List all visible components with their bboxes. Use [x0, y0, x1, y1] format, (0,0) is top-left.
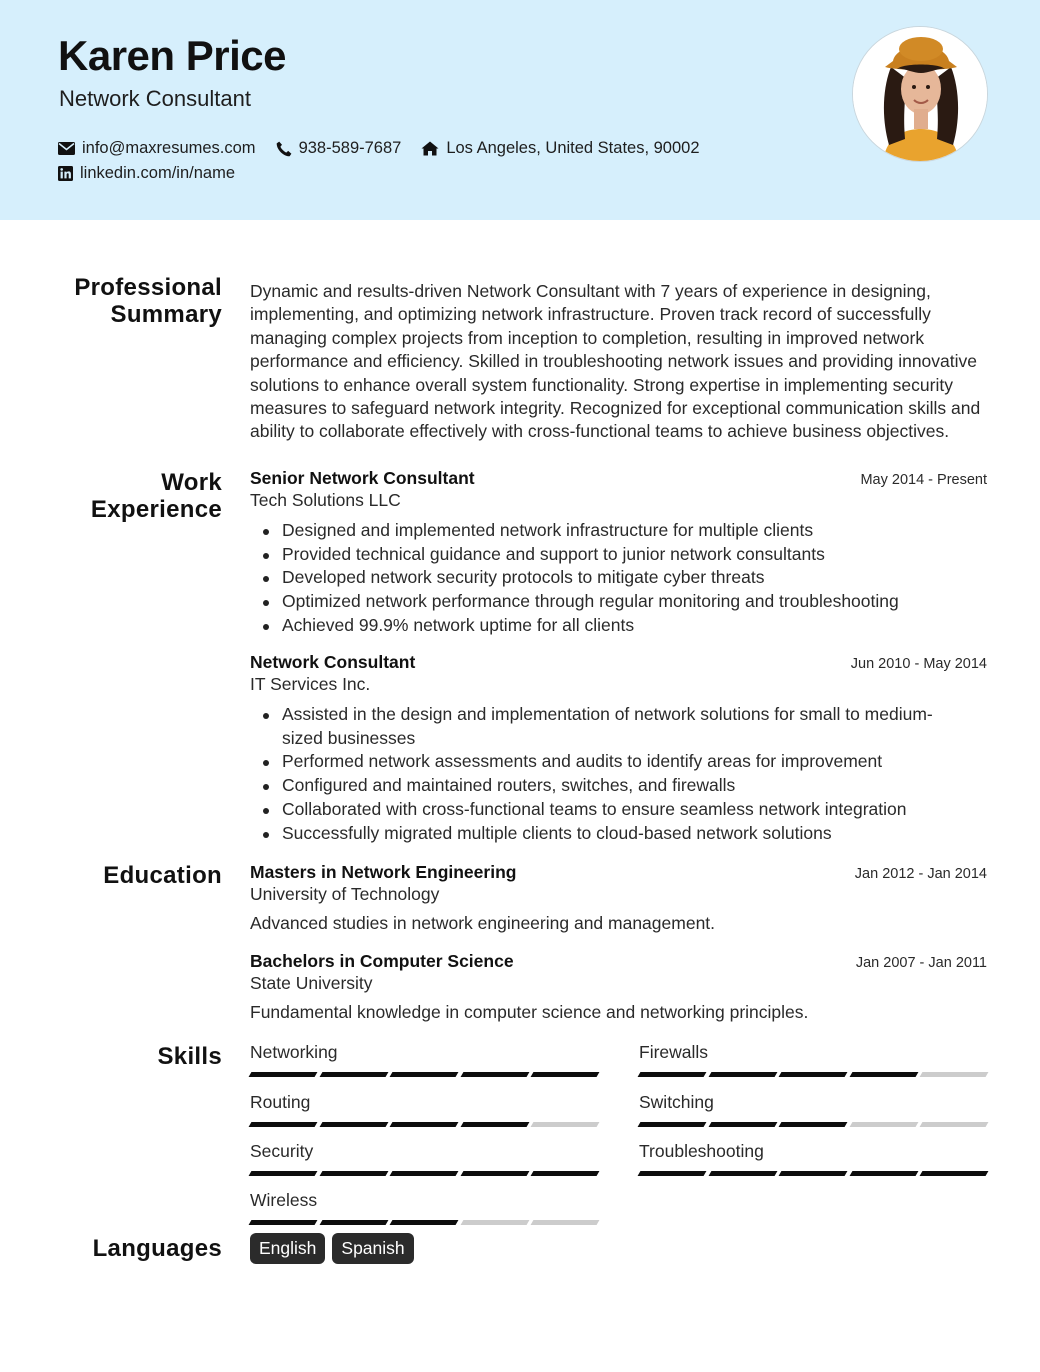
skill-segment-filled: [249, 1171, 318, 1176]
skill-segment-filled: [708, 1171, 777, 1176]
work-entry: [250, 652, 987, 845]
section-languages-label: Languages: [92, 1235, 222, 1262]
contact-email[interactable]: [58, 139, 256, 158]
skill-segment-empty: [460, 1220, 529, 1225]
skill-segment-filled: [849, 1072, 918, 1077]
work-entry: [250, 468, 987, 638]
work-bullet: Achieved 99.9% network uptime for all clients: [250, 614, 987, 638]
skill-item: [250, 1092, 598, 1127]
work-bullet: Optimized network performance through regular monitoring and troubleshooting: [250, 590, 987, 614]
contact-location: [421, 139, 699, 158]
education-degree: Bachelors in Computer Science: [250, 951, 514, 971]
skill-segment-filled: [390, 1220, 459, 1225]
contact-phone[interactable]: [276, 139, 402, 158]
skill-segment-filled: [531, 1171, 600, 1176]
skill-segment-filled: [779, 1072, 848, 1077]
phone-text: 938-589-7687: [298, 139, 402, 157]
skill-segment-filled: [849, 1171, 918, 1176]
skill-name: Troubleshooting: [639, 1141, 764, 1161]
email-text: info@maxresumes.com: [82, 139, 256, 157]
education-date: Jan 2012 - Jan 2014: [854, 866, 987, 882]
work-bullets: [250, 703, 987, 845]
phone-icon: [276, 141, 292, 157]
skill-segment-filled: [638, 1072, 707, 1077]
skill-item: [639, 1141, 987, 1176]
skill-segment-filled: [779, 1122, 848, 1127]
skill-segment-filled: [319, 1072, 388, 1077]
skill-level-bar: [639, 1122, 987, 1127]
skill-segment-filled: [249, 1072, 318, 1077]
skill-segment-filled: [319, 1122, 388, 1127]
work-date: May 2014 - Present: [860, 472, 987, 488]
skill-segment-filled: [531, 1072, 600, 1077]
skill-segment-filled: [708, 1072, 777, 1077]
work-bullet: Successfully migrated multiple clients to cloud-based network solutions: [250, 822, 973, 846]
work-bullet: Performed network assessments and audits to identify areas for improvement: [250, 750, 973, 774]
skill-level-bar: [639, 1072, 987, 1077]
skill-item: [639, 1092, 987, 1127]
work-label-line1: Work: [161, 469, 222, 496]
skill-segment-filled: [319, 1220, 388, 1225]
skill-item: [250, 1042, 598, 1077]
skill-segment-empty: [531, 1220, 600, 1225]
education-desc: Advanced studies in network engineering and management.: [250, 913, 716, 933]
person-photo-icon: [853, 27, 988, 162]
skill-segment-filled: [779, 1171, 848, 1176]
skill-segment-filled: [319, 1171, 388, 1176]
work-company: IT Services Inc.: [250, 674, 371, 694]
skill-segment-filled: [920, 1171, 989, 1176]
linkedin-text: linkedin.com/in/name: [80, 164, 235, 182]
skill-level-bar: [250, 1122, 598, 1127]
candidate-name: Karen Price: [58, 32, 286, 79]
summary-text: Dynamic and results-driven Network Consultant with 7 years of experience in designing, implementing, and optimizing network infrastructure. Proven track record of successfully managing complex projects from inception to completion, resulting in improved network performance and efficiency. Skilled in troubleshooting network issues and providing innovative solutions to enhance overall system functionality. Strong expertise in implementing security measures to safeguard network integrity. Recognized for exceptional communication skills and ability to collaborate effectively with cross-functional teams to achieve business objectives.: [250, 281, 981, 442]
linkedin-icon: [58, 166, 73, 181]
section-work-label: [91, 469, 222, 523]
skill-segment-filled: [708, 1122, 777, 1127]
skill-level-bar: [250, 1171, 598, 1176]
skill-level-bar: [639, 1171, 987, 1176]
skill-segment-filled: [390, 1122, 459, 1127]
skill-level-bar: [250, 1072, 598, 1077]
skill-segment-empty: [920, 1072, 989, 1077]
summary-label-line2: Summary: [110, 301, 222, 328]
skill-name: Security: [250, 1141, 314, 1161]
location-text: Los Angeles, United States, 90002: [446, 139, 700, 157]
skill-segment-empty: [920, 1122, 989, 1127]
language-list: [250, 1233, 421, 1264]
skill-segment-filled: [249, 1220, 318, 1225]
skill-name: Firewalls: [639, 1042, 709, 1062]
skill-segment-filled: [249, 1122, 318, 1127]
education-entry: [250, 951, 987, 1023]
language-badge: Spanish: [332, 1233, 413, 1264]
work-bullets: [250, 519, 987, 638]
skill-segment-empty: [849, 1122, 918, 1127]
skill-segment-filled: [460, 1072, 529, 1077]
contact-row: [58, 139, 720, 158]
candidate-title: Network Consultant: [59, 86, 251, 111]
education-date: Jan 2007 - Jan 2011: [855, 955, 987, 971]
skill-name: Switching: [639, 1092, 714, 1112]
skill-item: [250, 1190, 598, 1225]
education-school: State University: [250, 973, 373, 993]
work-title: Network Consultant: [250, 652, 416, 672]
work-bullet: Configured and maintained routers, switches, and firewalls: [250, 774, 973, 798]
education-desc: Fundamental knowledge in computer science and networking principles.: [250, 1002, 809, 1022]
work-bullet: Provided technical guidance and support to junior network consultants: [250, 543, 987, 567]
skill-segment-filled: [460, 1122, 529, 1127]
education-school: University of Technology: [250, 884, 440, 904]
work-bullet: Collaborated with cross-functional teams to ensure seamless network integration: [250, 798, 973, 822]
contact-linkedin[interactable]: [58, 164, 235, 183]
home-icon: [421, 141, 439, 156]
section-summary-label: [74, 274, 222, 328]
envelope-icon: [58, 142, 75, 155]
skill-segment-filled: [638, 1122, 707, 1127]
skill-item: [250, 1141, 598, 1176]
education-entry: [250, 862, 987, 934]
skill-name: Wireless: [250, 1190, 318, 1210]
section-education-label: Education: [103, 862, 222, 889]
education-degree: Masters in Network Engineering: [250, 862, 517, 882]
skill-name: Routing: [250, 1092, 311, 1112]
summary-label-line1: Professional: [74, 274, 222, 301]
work-bullet: Developed network security protocols to mitigate cyber threats: [250, 566, 987, 590]
skill-segment-filled: [390, 1171, 459, 1176]
skill-name: Networking: [250, 1042, 338, 1062]
resume-header: [0, 0, 1040, 220]
work-bullet: Assisted in the design and implementation of network solutions for small to medium-sized businesses: [250, 703, 973, 750]
language-badge: English: [250, 1233, 325, 1264]
work-date: Jun 2010 - May 2014: [850, 656, 987, 672]
profile-photo: [852, 26, 988, 162]
work-label-line2: Experience: [90, 496, 222, 523]
work-title: Senior Network Consultant: [250, 468, 475, 488]
work-company: Tech Solutions LLC: [250, 490, 401, 510]
skill-segment-filled: [460, 1171, 529, 1176]
skill-segment-filled: [638, 1171, 707, 1176]
skill-item: [639, 1042, 987, 1077]
work-bullet: Designed and implemented network infrastructure for multiple clients: [250, 519, 987, 543]
skill-segment-empty: [531, 1122, 600, 1127]
contact-row-2: [58, 164, 255, 183]
skill-level-bar: [250, 1220, 598, 1225]
skill-segment-filled: [390, 1072, 459, 1077]
section-skills-label: Skills: [157, 1043, 222, 1070]
